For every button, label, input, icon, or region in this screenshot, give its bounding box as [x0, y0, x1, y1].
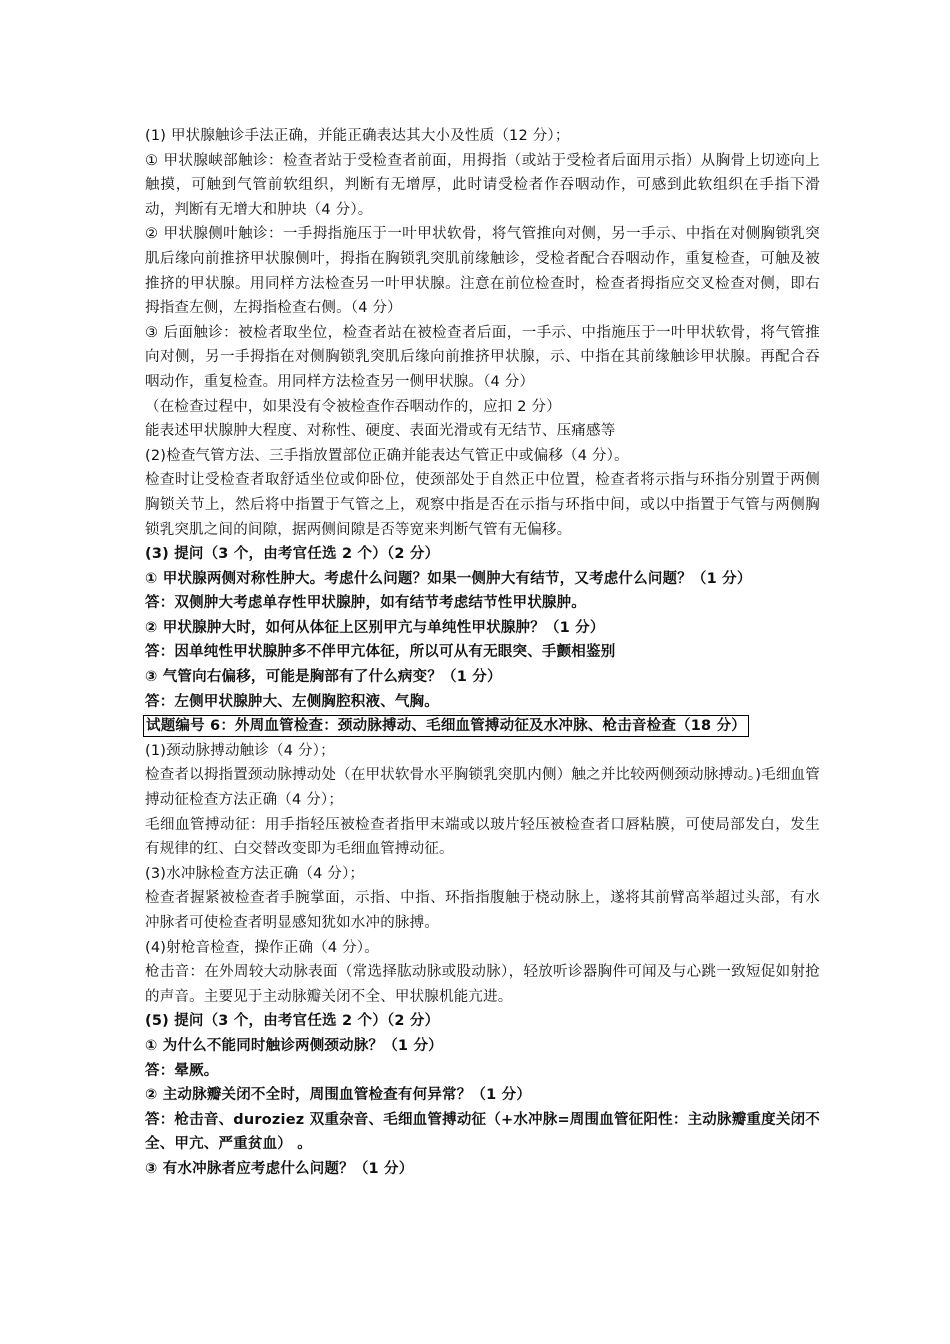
document-body	[145, 124, 820, 1182]
exam-item-6-heading-wrap	[145, 714, 820, 739]
section-heading-pistol-shot: (4)射枪音检查，操作正确（4 分）。	[145, 939, 379, 956]
section-heading-questions-2: (5) 提问（3 个，由考官任选 2 个）（2 分）	[145, 1013, 440, 1030]
paragraph-water-hammer-method: 检查者握紧被检查者手腕掌面，示指、中指、环指指腹触于桡动脉上，遂将其前臂高举超过头部，有水冲脉者可使检查者明显感知犹如水冲的脉搏。	[145, 890, 820, 931]
paragraph-carotid-method: 检查者以拇指置颈动脉搏动处（在甲状软骨水平胸锁乳突肌内侧）触之并比较两侧颈动脉搏动。)毛细血管搏动征检查方法正确（4 分）；	[145, 767, 820, 809]
answer-1-2: 答：因单纯性甲状腺肿多不伴甲亢体征，所以可从有无眼突、手颤相鉴别	[145, 644, 616, 661]
question-2-1: ① 为什么不能同时触诊两侧颈动脉？（1 分）	[145, 1037, 443, 1054]
answer-1-1: 答：双侧肿大考虑单存性甲状腺肿，如有结节考虑结节性甲状腺肿。	[145, 595, 586, 612]
section-heading-thyroid-palpation: (1) 甲状腺触诊手法正确，并能正确表达其大小及性质（12 分）；	[145, 128, 570, 144]
paragraph-deduction-note: （在检查过程中，如果没有令被检查作吞咽动作的，应扣 2 分）	[145, 398, 561, 415]
paragraph-pistol-shot-method: 枪击音：在外周较大动脉表面（常选择肱动脉或股动脉），轻放听诊器胸件可闻及与心跳一致短促如射抢的声音。主要见于主动脉瓣关闭不全、甲状腺机能亢进。	[145, 964, 820, 1005]
question-2-2: ② 主动脉瓣关闭不全时，周围血管检查有何异常？（1 分）	[145, 1087, 532, 1104]
paragraph-lateral-lobe-palpation: ② 甲状腺侧叶触诊：一手拇指施压于一叶甲状软骨，将气管推向对侧，另一手示、中指在对侧胸锁乳突肌后缘向前推挤甲状腺侧叶，拇指在胸锁乳突肌前缘触诊，受检者配合吞咽动作，重复检查，可触及被推挤的甲状腺。用同样方法检查另一叶甲状腺。注意在前位检查时，检查者拇指应交叉检查对侧，即右拇指查左侧，左拇指检查右侧。（4 分）	[145, 226, 820, 317]
section-heading-trachea: (2)检查气管方法、三手指放置部位正确并能表达气管正中或偏移（4 分）。	[145, 447, 629, 464]
answer-1-3: 答：左侧甲状腺肿大、左侧胸腔积液、气胸。	[145, 693, 439, 710]
question-1-1: ① 甲状腺两侧对称性肿大。考虑什么问题？如果一侧肿大有结节，又考虑什么问题？（1 分）	[145, 570, 752, 587]
paragraph-capillary-pulse: 毛细血管搏动征：用手指轻压被检查者指甲末端或以玻片轻压被检查者口唇粘膜，可使局部发白，发生有规律的红、白交替改变即为毛细血管搏动征。	[145, 816, 820, 858]
section-heading-carotid: (1)颈动脉搏动触诊（4 分）；	[145, 742, 335, 759]
paragraph-isthmus-palpation: ① 甲状腺峡部触诊：检查者站于受检查者前面，用拇指（或站于受检者后面用示指）从胸骨上切迹向上触摸，可触到气管前软组织，判断有无增厚，此时请受检者作吞咽动作，可感到此软组织在手指下滑动，判断有无增大和肿块（4 分）。	[145, 152, 820, 218]
answer-2-1: 答：晕厥。	[145, 1062, 219, 1079]
paragraph-description-points: 能表述甲状腺肿大程度、对称性、硬度、表面光滑或有无结节、压痛感等	[145, 423, 616, 440]
exam-item-6-heading: 试题编号 6：外周血管检查：颈动脉搏动、毛细血管搏动征及水冲脉、枪击音检查（18 分）	[143, 715, 749, 737]
question-1-2: ② 甲状腺肿大时，如何从体征上区别甲亢与单纯性甲状腺肿？（1 分）	[145, 619, 605, 636]
question-1-3: ③ 气管向右偏移，可能是胸部有了什么病变？（1 分）	[145, 669, 502, 686]
paragraph-posterior-palpation: ③ 后面触诊：被检者取坐位，检查者站在被检查者后面，一手示、中指施压于一叶甲状软骨，将气管推向对侧，另一手拇指在对侧胸锁乳突肌后缘向前推挤甲状腺，示、中指在其前缘触诊甲状腺。再配合吞咽动作，重复检查。用同样方法检查另一侧甲状腺。（4 分）	[145, 324, 820, 390]
section-heading-questions-1: (3) 提问（3 个，由考官任选 2 个）（2 分）	[145, 546, 440, 563]
answer-2-2: 答：枪击音、duroziez 双重杂音、毛细血管搏动征（+水冲脉=周围血管征阳性：主动脉瓣重度关闭不全、甲亢、严重贫血） 。	[145, 1111, 820, 1153]
paragraph-trachea-method: 检查时让受检查者取舒适坐位或仰卧位，使颈部处于自然正中位置，检查者将示指与环指分别置于两侧胸锁关节上，然后将中指置于气管之上，观察中指是否在示指与环指中间，或以中指置于气管与两侧胸锁乳突肌之间的间隙，据两侧间隙是否等宽来判断气管有无偏移。	[145, 472, 820, 538]
question-2-3: ③ 有水冲脉者应考虑什么问题？（1 分）	[145, 1160, 414, 1177]
section-heading-water-hammer: (3)水冲脉检查方法正确（4 分）；	[145, 865, 365, 882]
